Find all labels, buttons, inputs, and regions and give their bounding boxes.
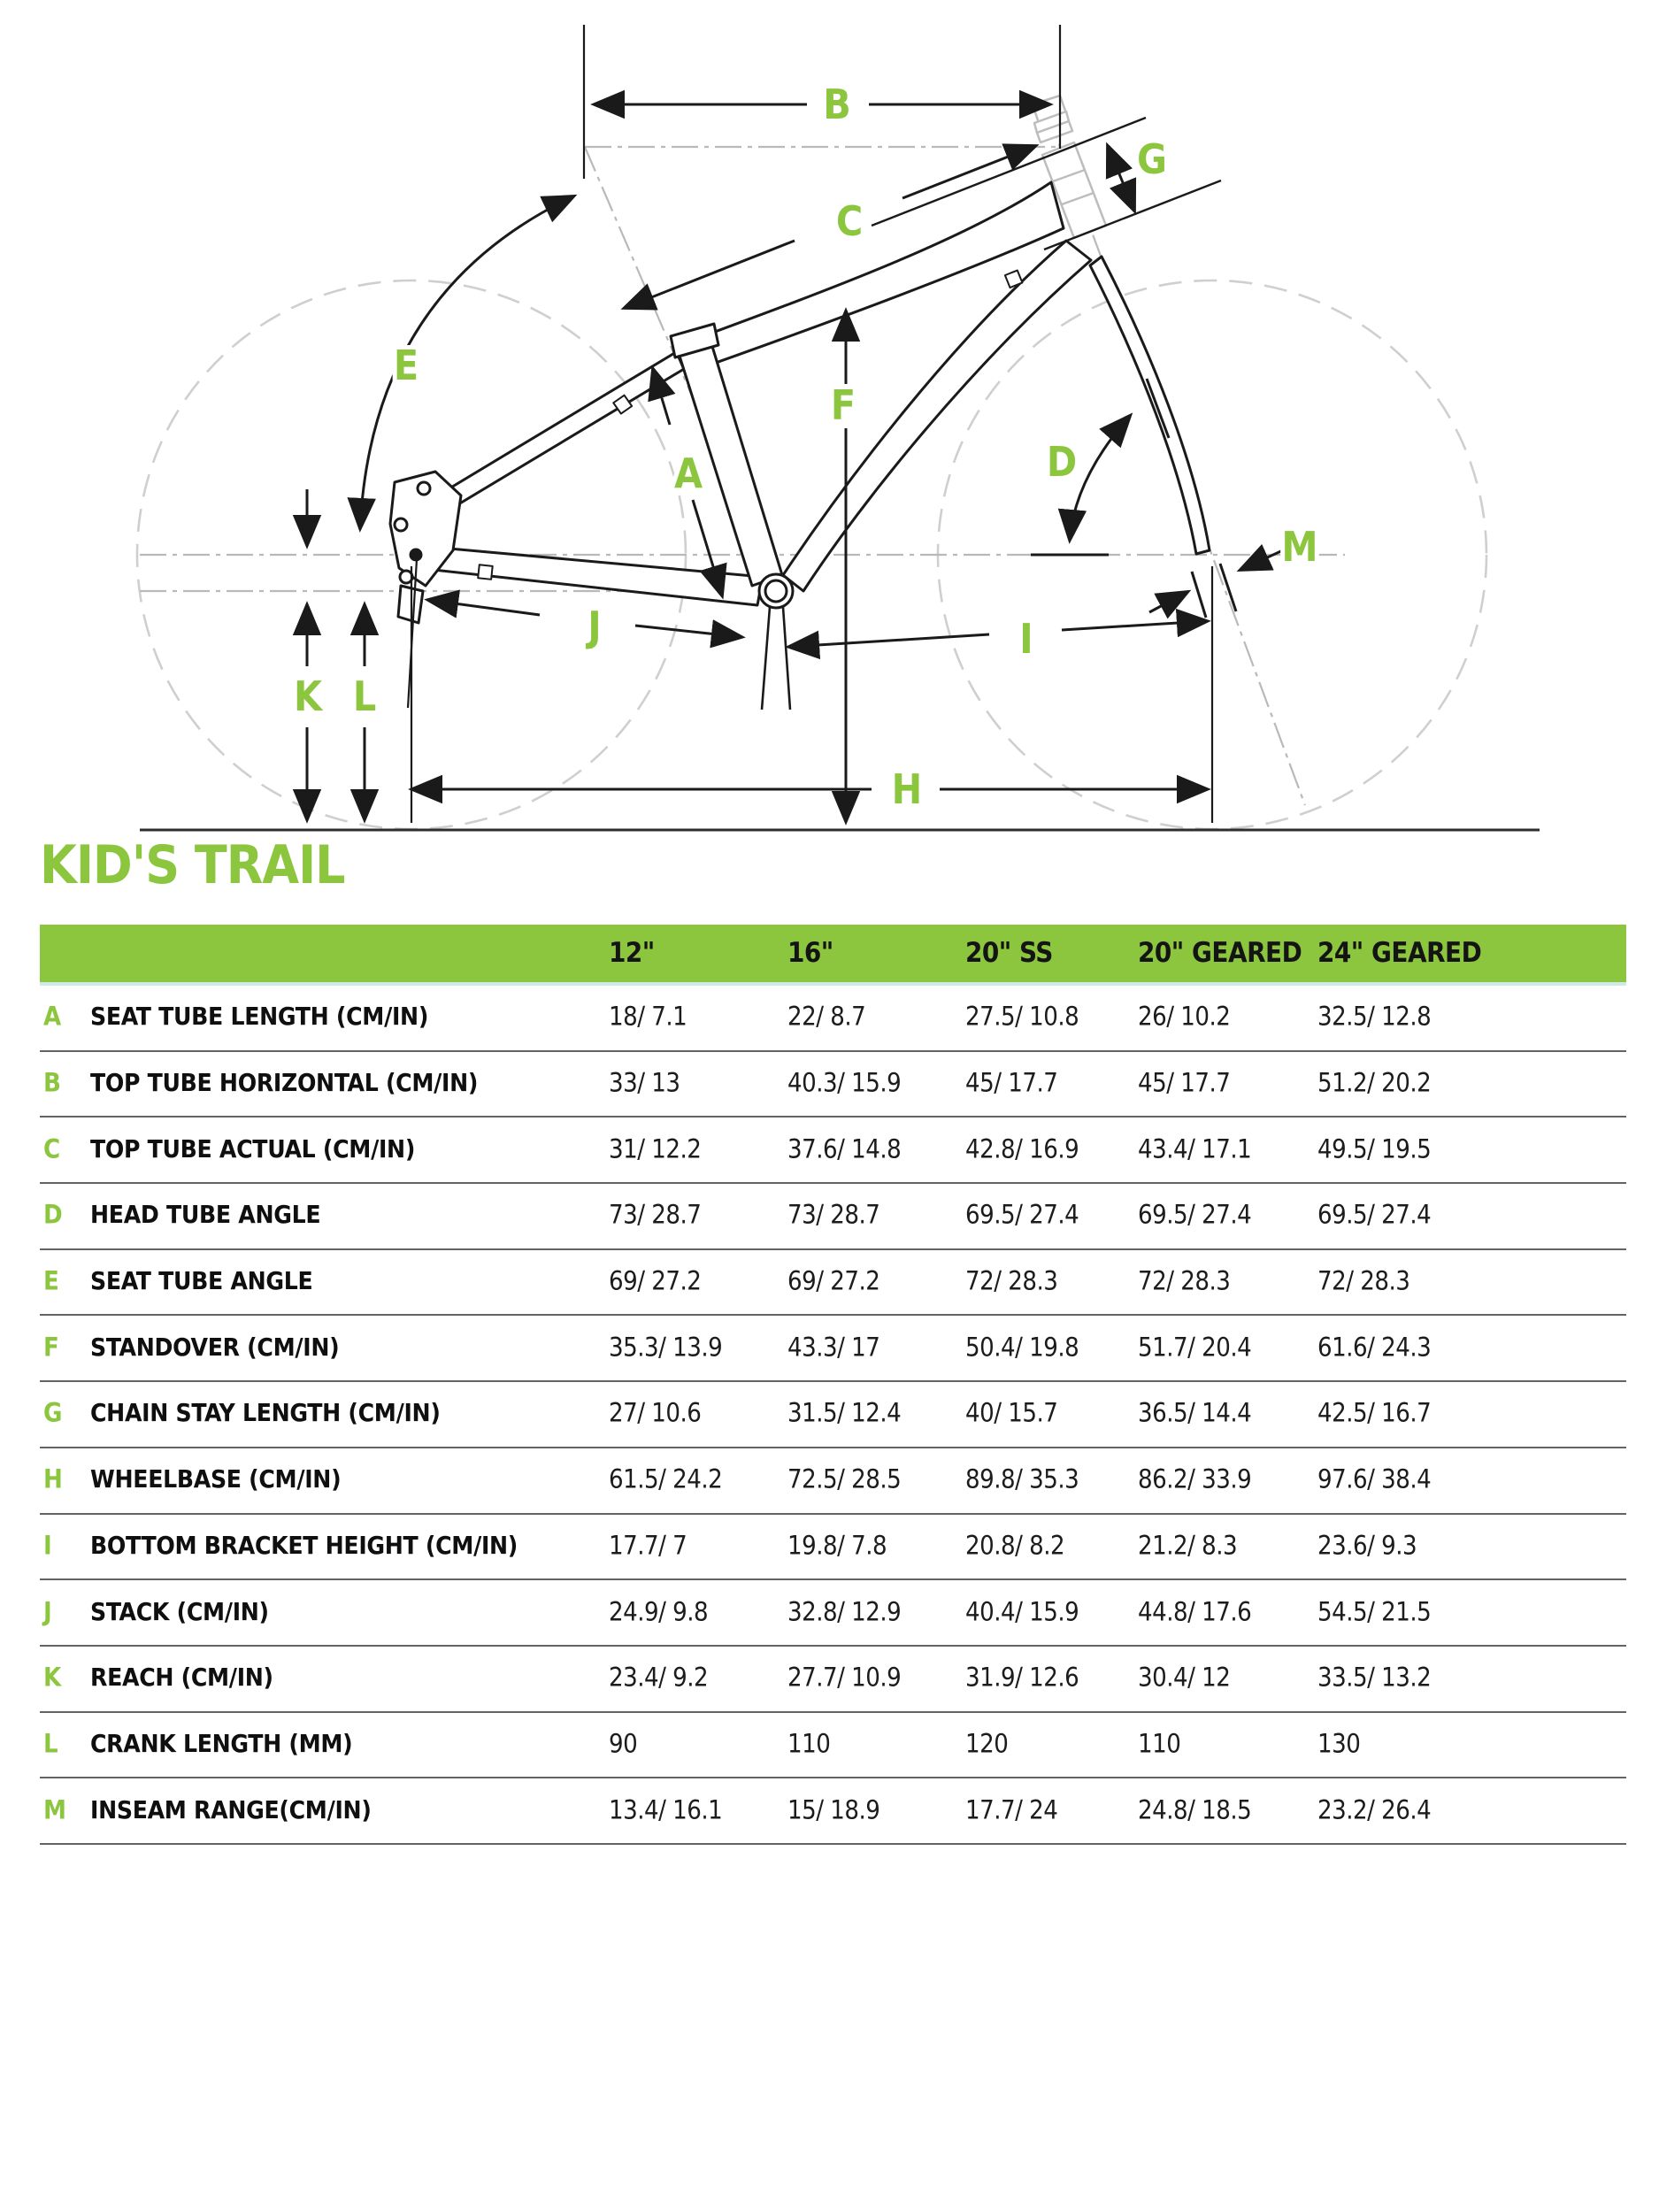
table-row xyxy=(40,1382,1626,1448)
row-value: 33.5/ 13.2 xyxy=(1317,1662,1432,1693)
row-value: 90 xyxy=(609,1728,638,1759)
row-value: 36.5/ 14.4 xyxy=(1138,1398,1252,1429)
row-value: 24.8/ 18.5 xyxy=(1138,1794,1252,1825)
spec-table xyxy=(40,986,1626,1845)
bike-geometry-diagram xyxy=(0,0,1659,889)
table-row xyxy=(40,1316,1626,1382)
row-value: 20.8/ 8.2 xyxy=(965,1530,1065,1561)
row-letter: J xyxy=(43,1596,52,1627)
row-value: 69.5/ 27.4 xyxy=(965,1200,1079,1231)
fork-blade xyxy=(1090,257,1210,554)
label-M: M xyxy=(1281,523,1318,571)
row-value: 40/ 15.7 xyxy=(965,1398,1058,1429)
row-letter: C xyxy=(43,1133,61,1164)
table-row xyxy=(40,986,1626,1052)
row-letter: I xyxy=(43,1530,52,1561)
row-label: STACK (CM/IN) xyxy=(90,1596,269,1626)
crank-arm xyxy=(762,607,770,710)
row-value: 50.4/ 19.8 xyxy=(965,1332,1079,1363)
row-value: 23.2/ 26.4 xyxy=(1317,1794,1432,1825)
row-value: 97.6/ 38.4 xyxy=(1317,1463,1432,1494)
page-title: KID'S TRAIL xyxy=(40,834,345,896)
row-value: 45/ 17.7 xyxy=(1138,1067,1231,1098)
rear-axle xyxy=(411,549,421,560)
dim-M-arrow xyxy=(1240,549,1285,570)
row-letter: H xyxy=(43,1463,63,1494)
label-J: J xyxy=(588,603,602,650)
column-header: 20" SS xyxy=(965,937,1053,969)
dimension-labels xyxy=(294,81,1318,813)
table-row xyxy=(40,1778,1626,1845)
row-value: 72/ 28.3 xyxy=(965,1265,1058,1296)
row-value: 13.4/ 16.1 xyxy=(609,1794,723,1825)
row-value: 72.5/ 28.5 xyxy=(787,1463,902,1494)
dim-M-tick xyxy=(1220,564,1236,611)
row-value: 69.5/ 27.4 xyxy=(1317,1200,1432,1231)
table-row xyxy=(40,1118,1626,1184)
dim-D-arc xyxy=(1070,416,1130,540)
table-row xyxy=(40,1448,1626,1515)
dim-M-tick xyxy=(1192,572,1206,618)
row-letter: B xyxy=(43,1067,61,1098)
row-label: TOP TUBE ACTUAL (CM/IN) xyxy=(90,1133,416,1164)
row-label: BOTTOM BRACKET HEIGHT (CM/IN) xyxy=(90,1531,518,1561)
row-value: 72/ 28.3 xyxy=(1138,1265,1231,1296)
row-value: 61.5/ 24.2 xyxy=(609,1463,723,1494)
dim-M-arrow xyxy=(1149,592,1187,612)
row-value: 42.5/ 16.7 xyxy=(1317,1398,1432,1429)
row-letter: F xyxy=(43,1332,59,1363)
row-letter: D xyxy=(43,1200,63,1231)
table-row xyxy=(40,1580,1626,1647)
row-value: 18/ 7.1 xyxy=(609,1001,687,1032)
row-value: 17.7/ 7 xyxy=(609,1530,687,1561)
row-label: TOP TUBE HORIZONTAL (CM/IN) xyxy=(90,1068,479,1098)
row-value: 42.8/ 16.9 xyxy=(965,1133,1079,1164)
row-value: 15/ 18.9 xyxy=(787,1794,880,1825)
row-label: CRANK LENGTH (MM) xyxy=(90,1729,353,1759)
dim-I-arrow xyxy=(789,634,989,647)
row-letter: G xyxy=(43,1398,63,1429)
row-value: 33/ 13 xyxy=(609,1067,680,1098)
row-value: 19.8/ 7.8 xyxy=(787,1530,887,1561)
row-value: 130 xyxy=(1317,1728,1361,1759)
row-value: 73/ 28.7 xyxy=(609,1200,702,1231)
seat-stays xyxy=(423,352,688,520)
row-value: 21.2/ 8.3 xyxy=(1138,1530,1238,1561)
row-label: REACH (CM/IN) xyxy=(90,1663,273,1693)
row-value: 23.4/ 9.2 xyxy=(609,1662,709,1693)
row-letter: M xyxy=(43,1794,66,1825)
label-E: E xyxy=(393,342,419,389)
label-I: I xyxy=(1019,615,1033,663)
row-value: 89.8/ 35.3 xyxy=(965,1463,1079,1494)
row-value: 43.3/ 17 xyxy=(787,1332,880,1363)
row-value: 61.6/ 24.3 xyxy=(1317,1332,1432,1363)
column-header: 12" xyxy=(609,937,655,969)
table-row xyxy=(40,1515,1626,1581)
spec-table-header xyxy=(40,925,1626,982)
row-value: 54.5/ 21.5 xyxy=(1317,1596,1432,1627)
label-H: H xyxy=(891,765,923,813)
row-letter: K xyxy=(43,1662,62,1693)
row-value: 27.5/ 10.8 xyxy=(965,1001,1079,1032)
row-value: 45/ 17.7 xyxy=(965,1067,1058,1098)
row-label: CHAIN STAY LENGTH (CM/IN) xyxy=(90,1398,441,1428)
row-value: 22/ 8.7 xyxy=(787,1001,866,1032)
row-value: 24.9/ 9.8 xyxy=(609,1596,709,1627)
label-F: F xyxy=(830,381,856,429)
row-value: 69.5/ 27.4 xyxy=(1138,1200,1252,1231)
row-value: 120 xyxy=(965,1728,1009,1759)
cable-guide xyxy=(478,565,492,579)
row-value: 35.3/ 13.9 xyxy=(609,1332,723,1363)
row-value: 43.4/ 17.1 xyxy=(1138,1133,1252,1164)
row-letter: A xyxy=(43,1001,62,1032)
row-label: HEAD TUBE ANGLE xyxy=(90,1200,321,1230)
table-row xyxy=(40,1713,1626,1779)
row-value: 27.7/ 10.9 xyxy=(787,1662,902,1693)
label-C: C xyxy=(835,197,864,245)
table-row xyxy=(40,1250,1626,1317)
row-value: 69/ 27.2 xyxy=(787,1265,880,1296)
row-value: 110 xyxy=(1138,1728,1181,1759)
row-value: 23.6/ 9.3 xyxy=(1317,1530,1417,1561)
row-value: 17.7/ 24 xyxy=(965,1794,1058,1825)
row-value: 40.4/ 15.9 xyxy=(965,1596,1079,1627)
crank-arm xyxy=(783,607,790,710)
row-value: 40.3/ 15.9 xyxy=(787,1067,902,1098)
row-value: 27/ 10.6 xyxy=(609,1398,702,1429)
row-letter: L xyxy=(43,1728,58,1759)
row-label: SEAT TUBE ANGLE xyxy=(90,1266,313,1296)
row-value: 44.8/ 17.6 xyxy=(1138,1596,1252,1627)
row-value: 30.4/ 12 xyxy=(1138,1662,1231,1693)
label-L: L xyxy=(352,672,377,720)
row-value: 32.8/ 12.9 xyxy=(787,1596,902,1627)
column-header: 20" GEARED xyxy=(1138,937,1302,969)
row-label: INSEAM RANGE(CM/IN) xyxy=(90,1794,372,1824)
row-value: 86.2/ 33.9 xyxy=(1138,1463,1252,1494)
row-value: 110 xyxy=(787,1728,831,1759)
row-value: 69/ 27.2 xyxy=(609,1265,702,1296)
dim-C-arrow xyxy=(902,146,1035,198)
row-letter: E xyxy=(43,1265,59,1296)
label-A: A xyxy=(673,449,703,497)
label-B: B xyxy=(823,81,851,128)
row-value: 32.5/ 12.8 xyxy=(1317,1001,1432,1032)
table-row xyxy=(40,1647,1626,1713)
label-G: G xyxy=(1137,135,1167,183)
dim-C-arrow xyxy=(625,241,795,308)
dim-J-arrow xyxy=(635,626,741,637)
row-value: 72/ 28.3 xyxy=(1317,1265,1410,1296)
row-value: 51.2/ 20.2 xyxy=(1317,1067,1432,1098)
row-value: 31.5/ 12.4 xyxy=(787,1398,902,1429)
label-K: K xyxy=(293,672,323,720)
table-row xyxy=(40,1052,1626,1118)
column-header: 16" xyxy=(787,937,833,969)
row-value: 31/ 12.2 xyxy=(609,1133,702,1164)
dim-J-arrow xyxy=(428,600,540,615)
dim-G-arrow xyxy=(1108,146,1134,211)
row-value: 37.6/ 14.8 xyxy=(787,1133,902,1164)
row-label: WHEELBASE (CM/IN) xyxy=(90,1464,342,1494)
dim-I-arrow xyxy=(1062,621,1207,630)
row-value: 49.5/ 19.5 xyxy=(1317,1133,1432,1164)
row-value: 26/ 10.2 xyxy=(1138,1001,1231,1032)
row-value: 73/ 28.7 xyxy=(787,1200,880,1231)
row-label: STANDOVER (CM/IN) xyxy=(90,1332,340,1362)
row-label: SEAT TUBE LENGTH (CM/IN) xyxy=(90,1002,429,1032)
frame xyxy=(390,182,1210,710)
label-D: D xyxy=(1046,438,1078,486)
row-value: 51.7/ 20.4 xyxy=(1138,1332,1252,1363)
column-header: 24" GEARED xyxy=(1317,937,1482,969)
row-value: 31.9/ 12.6 xyxy=(965,1662,1079,1693)
table-row xyxy=(40,1184,1626,1250)
